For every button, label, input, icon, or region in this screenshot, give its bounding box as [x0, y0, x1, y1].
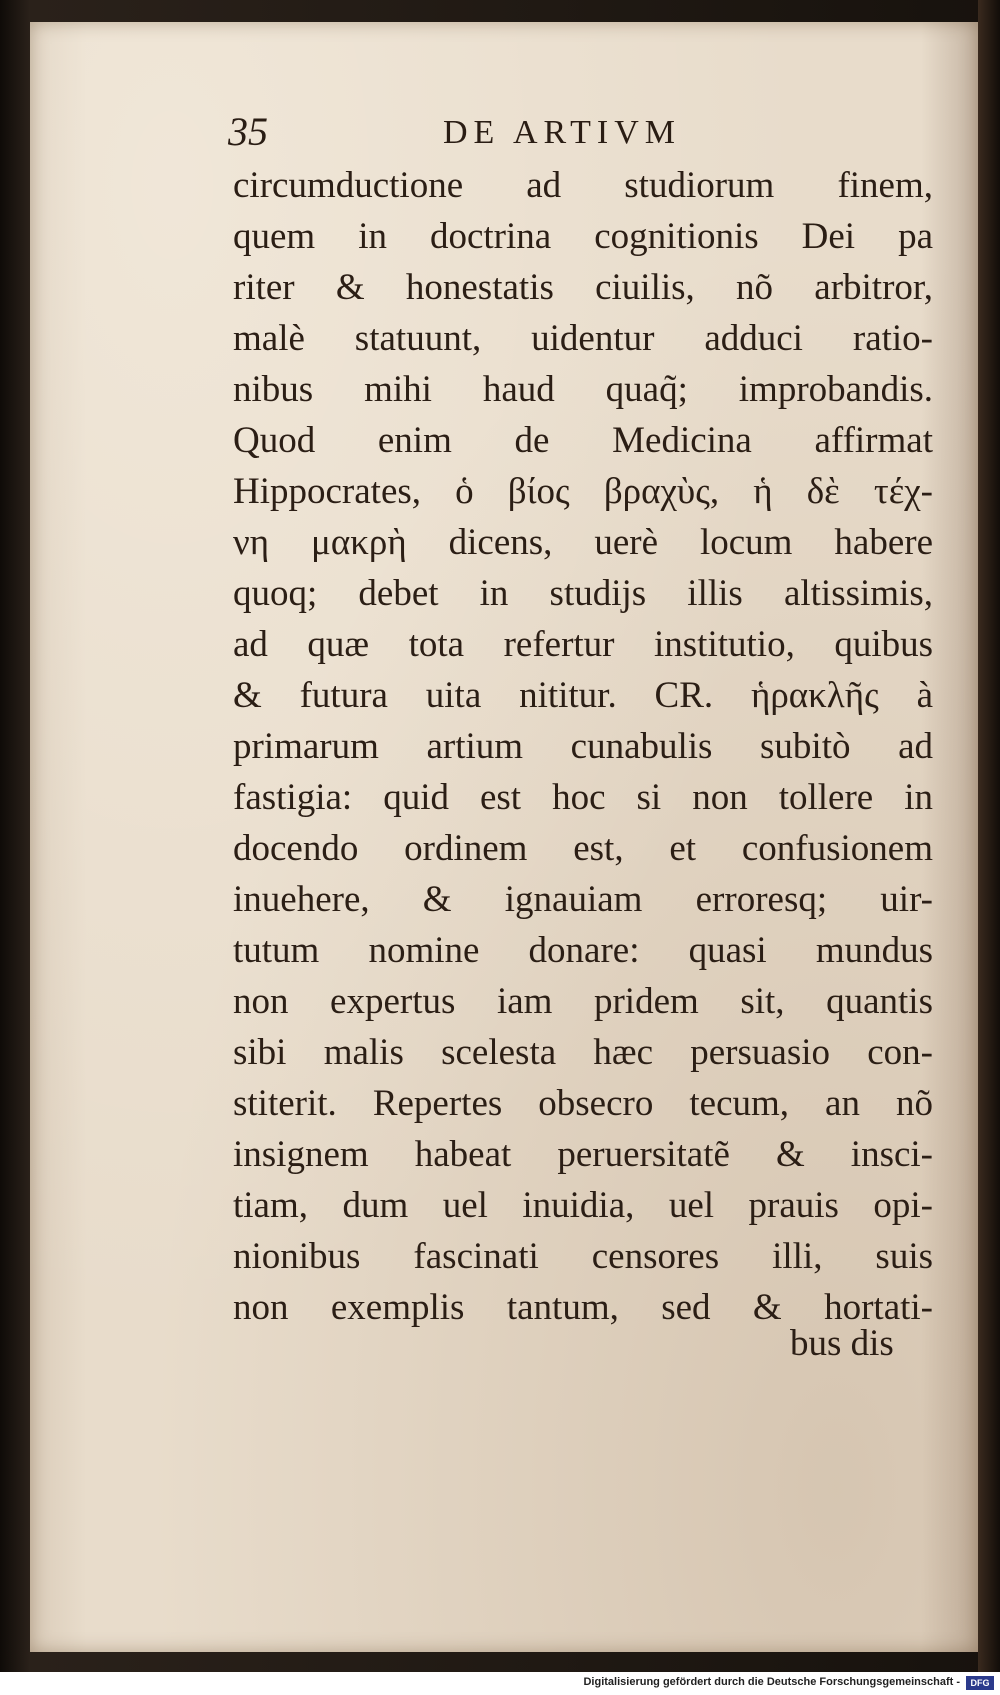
- text-line: quoq; debet in studijs illis altissimis,: [233, 573, 933, 614]
- text-line: riter & honestatis ciuilis, nõ arbitror,: [233, 267, 933, 308]
- text-line: Quod enim de Medicina affirmat: [233, 420, 933, 461]
- text-line: Hippocrates, ὁ βίος βραχὺς, ἡ δὲ τέχ-: [233, 471, 933, 512]
- funding-note: Digitalisierung gefördert durch die Deutsche Forschungsgemeinschaft -: [583, 1676, 960, 1688]
- footer-bar: [0, 1672, 1000, 1695]
- text-line: tiam, dum uel inuidia, uel prauis opi-: [233, 1185, 933, 1226]
- text-line: sibi malis scelesta hæc persuasio con-: [233, 1032, 933, 1073]
- text-line: nionibus fascinati censores illi, suis: [233, 1236, 933, 1277]
- text-line: inuehere, & ignauiam erroresq; uir-: [233, 879, 933, 920]
- page-header: [228, 108, 748, 158]
- text-line: ad quæ tota refertur institutio, quibus: [233, 624, 933, 665]
- text-line: tutum nomine donare: quasi mundus: [233, 930, 933, 971]
- text-line: nibus mihi haud quaq̃; improbandis.: [233, 369, 933, 410]
- dfg-logo-icon: DFG: [966, 1676, 994, 1690]
- page-number: 35: [228, 109, 268, 154]
- text-line: docendo ordinem est, et confusionem: [233, 828, 933, 869]
- text-line: fastigia: quid est hoc si non tollere in: [233, 777, 933, 818]
- text-line: primarum artium cunabulis subitò ad: [233, 726, 933, 767]
- text-line: insignem habeat peruersitatẽ & insci-: [233, 1134, 933, 1175]
- text-line: malè statuunt, uidentur adduci ratio-: [233, 318, 933, 359]
- text-line: stiterit. Repertes obsecro tecum, an nõ: [233, 1083, 933, 1124]
- catchword: bus dis: [790, 1323, 894, 1364]
- text-line: νη μακρὴ dicens, uerè locum habere: [233, 522, 933, 563]
- body-text: [233, 160, 933, 1333]
- text-line: non expertus iam pridem sit, quantis: [233, 981, 933, 1022]
- running-head: DE ARTIVM: [443, 114, 682, 151]
- text-line: quem in doctrina cognitionis Dei pa: [233, 216, 933, 257]
- text-line: circumductione ad studiorum finem,: [233, 165, 933, 206]
- text-line: non exemplis tantum, sed & hortati-: [233, 1287, 933, 1328]
- page-edge: [978, 0, 1000, 1672]
- text-line: & futura uita nititur. CR. ἡρακλῆς à: [233, 675, 933, 716]
